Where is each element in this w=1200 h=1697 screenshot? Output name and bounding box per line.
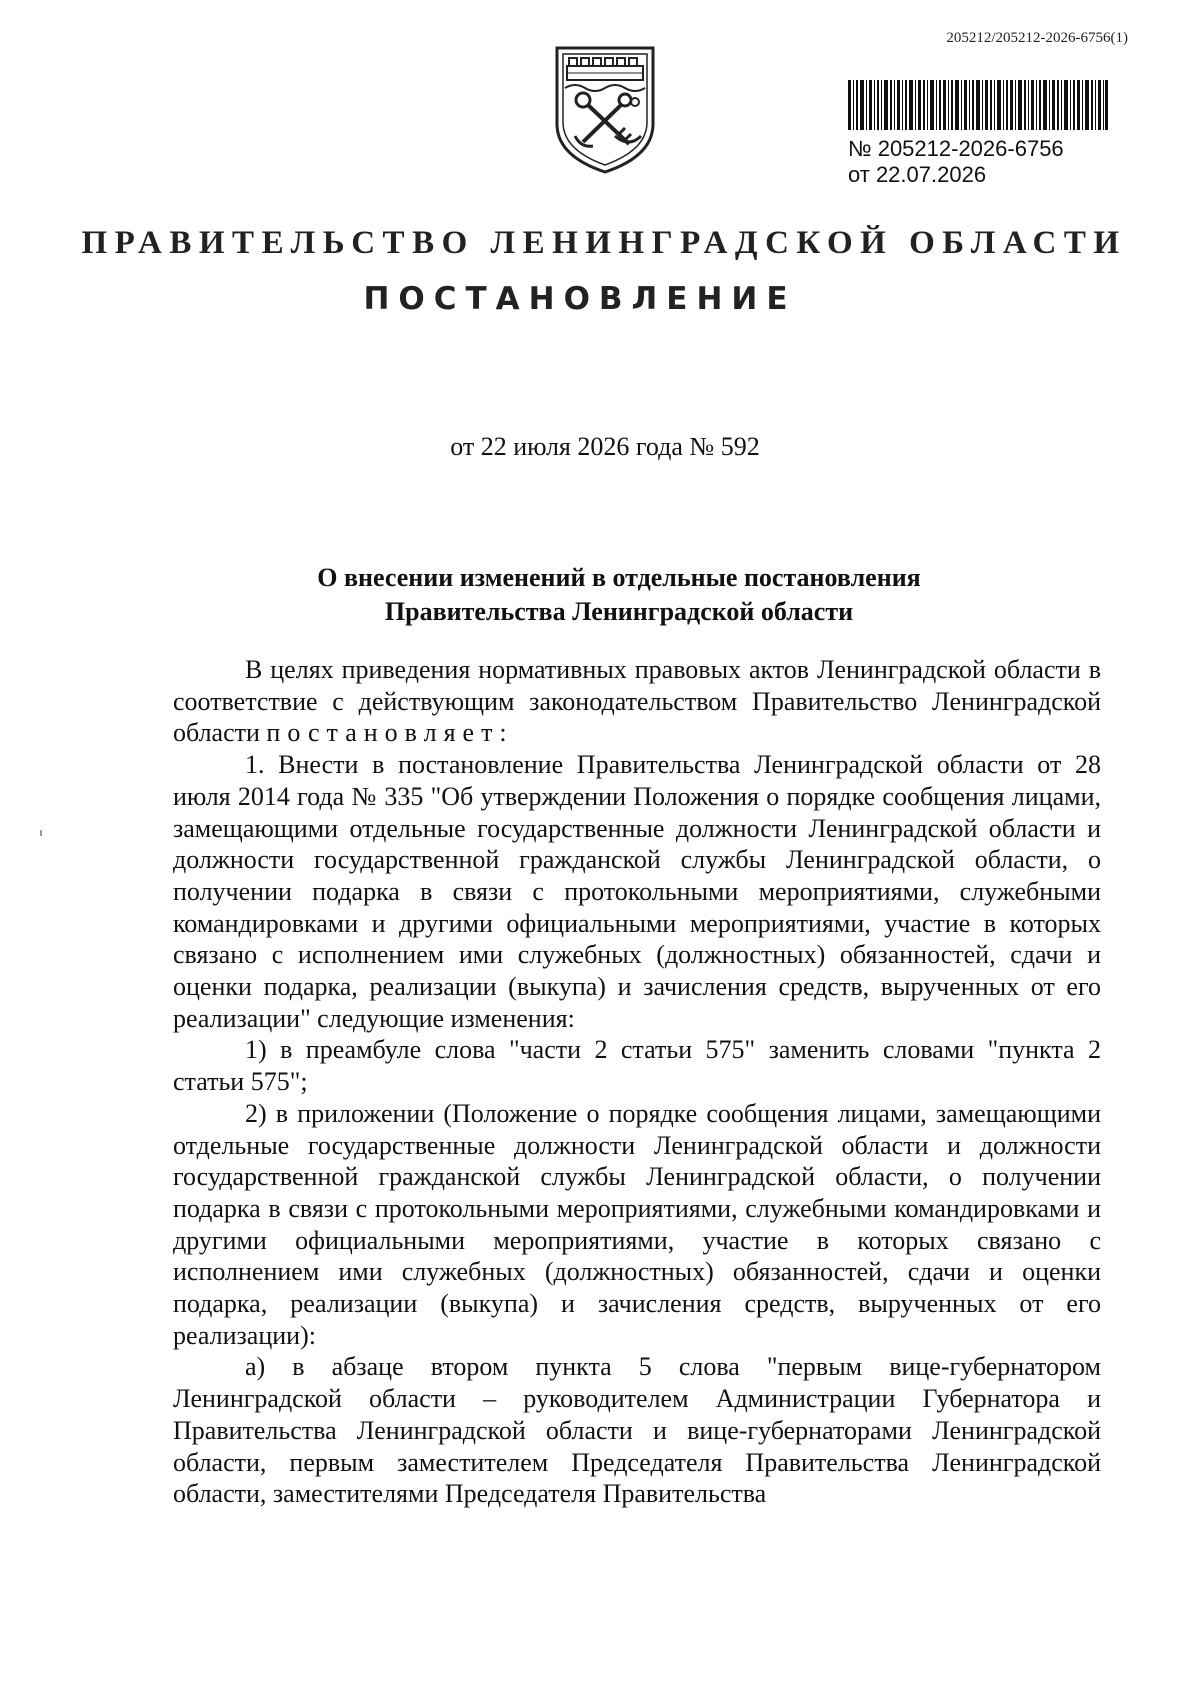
registration-date: от 22.07.2026 bbox=[848, 162, 987, 187]
item-1-subitem-2-a: а) в абзаце втором пункта 5 слова "первым вице-губернатором Ленинградской области – руководителем Администрации Губернатора и Правительства Ленинградской области и вице-губернаторами Ленинградской области, первым заместителем Председателя Правительства Ленинградской области, заместителями Председателя Правительства bbox=[173, 1352, 1101, 1509]
document-type-heading: ПОСТАНОВЛЕНИЕ bbox=[363, 281, 797, 317]
item-1-paragraph: 1. Внести в постановление Правительства Ленинградской области от 28 июля 2014 года № 335 "Об утверждении Положения о порядке сообщения лицами, замещающими отдельные государственные должности Ленинградской области и должности государственной гражданской службы Ленинградской области, о получении подарка в связи с протокольными мероприятиями, служебными командировками и другими официальными мероприятиями, участие в которых связано с исполнением ими служебных (должностных) обязанностей, сдачи и оценки подарка, реализации (выкупа) и зачисления средств, вырученных от его реализации" следующие изменения: bbox=[173, 750, 1101, 1033]
barcode-icon bbox=[848, 80, 1108, 130]
preamble-text: В целях приведения нормативных правовых актов Ленинградской области в соответствие с действующим законодательством Правительство Ленинградской области bbox=[173, 655, 1101, 748]
item-1-subitem-1: 1) в преамбуле слова "части 2 статьи 575" заменить словами "пункта 2 статьи 575"; bbox=[173, 1035, 1101, 1097]
resolution-body bbox=[173, 654, 1101, 1510]
document-reference-number: 205212/205212-2026-6756(1) bbox=[946, 30, 1128, 46]
subject-line-1: О внесении изменений в отдельные постановления bbox=[317, 563, 921, 592]
government-title: ПРАВИТЕЛЬСТВО ЛЕНИНГРАДСКОЙ ОБЛАСТИ bbox=[81, 225, 1127, 261]
resolution-subject bbox=[0, 561, 1200, 629]
resolution-date-number: от 22 июля 2026 года № 592 bbox=[450, 432, 760, 461]
registration-number: № 205212-2026-6756 bbox=[848, 136, 1064, 161]
preamble-paragraph bbox=[173, 654, 1101, 749]
resolves-word: постановляет: bbox=[266, 718, 514, 748]
coat-of-arms-icon bbox=[553, 44, 657, 176]
item-1-subitem-2: 2) в приложении (Положение о порядке сообщения лицами, замещающими отдельные государственные должности Ленинградской области и должности государственной гражданской службы Ленинградской области, о получении подарка в связи с протокольными мероприятиями, служебными командировками и другими официальными мероприятиями, участие в которых связано с исполнением ими служебных (должностных) обязанностей, сдачи и оценки подарка, реализации (выкупа) и зачисления средств, вырученных от его реализации): bbox=[173, 1098, 1101, 1350]
margin-mark bbox=[40, 830, 42, 836]
registration-block bbox=[848, 80, 1108, 188]
subject-line-2: Правительства Ленинградской области bbox=[384, 597, 854, 626]
